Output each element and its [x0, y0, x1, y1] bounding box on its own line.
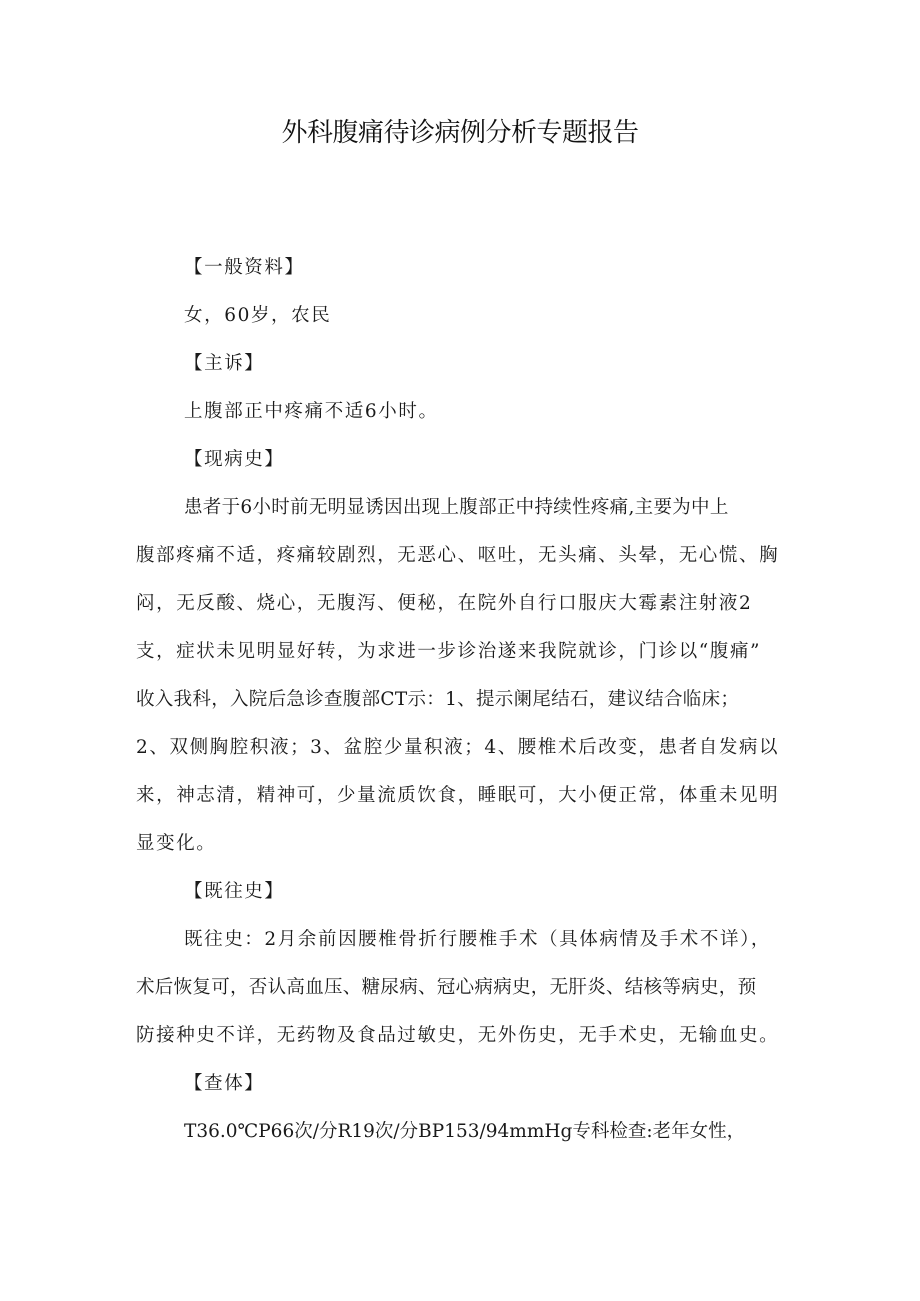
- section-heading-past-history: 【既往史】: [184, 881, 285, 902]
- present-illness-line: 闷，无反酸、烧心，无腹泻、便秘，在院外自行口服庆大霉素注射液2: [136, 593, 753, 614]
- document-body: [136, 244, 800, 1156]
- section-heading-complaint: 【主诉】: [184, 353, 265, 374]
- past-history-line: 术后恢复可，否认高血压、糖尿病、冠心病病史，无肝炎、结核等病史，预: [136, 977, 757, 998]
- complaint-text: 上腹部正中疼痛不适6小时。: [184, 401, 439, 422]
- present-illness-line: 2、双侧胸腔积液；3、盆腔少量积液；4、腰椎术后改变，患者自发病以: [136, 737, 780, 758]
- past-history-line: 既往史：2月余前因腰椎骨折行腰椎手术（具体病情及手术不详），: [184, 929, 772, 950]
- section-heading-general: 【一般资料】: [184, 257, 305, 278]
- present-illness-line: 患者于6小时前无明显诱因出现上腹部正中持续性疼痛,主要为中上: [184, 497, 729, 518]
- present-illness-line: 支，症状未见明显好转，为求进一步诊治遂来我院就诊，门诊以“腹痛”: [136, 641, 762, 662]
- present-illness-line: 来，神志清，精神可，少量流质饮食，睡眠可，大小便正常，体重未见明: [136, 785, 780, 806]
- physical-exam-line: T36.0℃P66次/分R19次/分BP153/94mmHg专科检查:老年女性，: [184, 1121, 746, 1142]
- section-heading-physical-exam: 【查体】: [184, 1073, 265, 1094]
- present-illness-line: 显变化。: [136, 833, 217, 854]
- present-illness-line: 腹部疼痛不适，疼痛较剧烈，无恶心、呕吐，无头痛、头晕，无心慌、胸: [136, 545, 780, 566]
- document-title: 外科腹痛待诊病例分析专题报告: [281, 118, 639, 148]
- general-info-text: 女，60岁，农民: [184, 305, 332, 326]
- past-history-line: 防接种史不详，无药物及食品过敏史，无外伤史，无手术史，无输血史。: [136, 1025, 780, 1046]
- present-illness-line: 收入我科，入院后急诊查腹部CT示：1、提示阑尾结石，建议结合临床；: [136, 689, 740, 710]
- section-heading-present-illness: 【现病史】: [184, 449, 285, 470]
